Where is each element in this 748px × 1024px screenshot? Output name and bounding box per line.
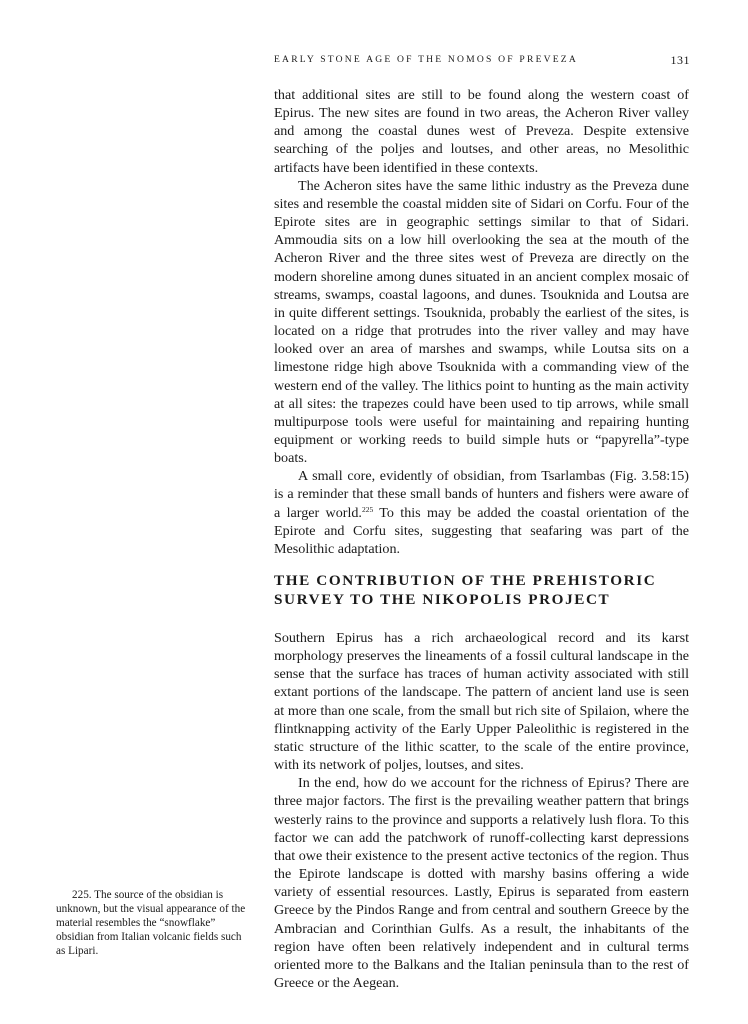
paragraph: In the end, how do we account for the richness of Epirus? There are three major factors. The first is the prevailing weather pattern that brings westerly rains to the province and supports a relatively lush flora. To this factor we can add the patchwork of runoff-collecting karst depressions that owe their existence to the present active tectonics of the region. Thus the Epirote landscape is dotted with marshy basins offering a wide variety of essential resources. Lastly, Epirus is separated from eastern Greece by the Pindos Range and from central and southern Greece by the Ambracian and Corinthian Gulfs. As a result, the inhabitants of the region have often been relatively independent and in cultural terms oriented more to the Balkans and the Italian peninsula than to the rest of Greece or the Aegean. — [274, 775, 689, 991]
section-heading-line: SURVEY TO THE NIKOPOLIS PROJECT — [274, 590, 611, 608]
paragraph — [274, 177, 689, 468]
section-heading — [274, 572, 694, 609]
footnote — [56, 888, 246, 958]
footnote-reference: 225 — [361, 504, 374, 514]
paragraph: that additional sites are still to be found along the western coast of Epirus. The new sites are found in two areas, the Acheron River valley and among the coastal dunes west of Preveza. Despite extensive searching of the poljes and loutses, and other areas, no Mesolithic artifacts have been identified in these contexts. — [274, 87, 689, 176]
main-text — [274, 86, 689, 558]
paragraph: Southern Epirus has a rich archaeological record and its karst morphology preserves the lineaments of a fossil cultural landscape in the sense that the surface has traces of human activity associated with still extant portions of the landscape. The pattern of ancient land use is seen at more than one scale, from the small but rich site of Spilaion, where the flintknapping activity of the Early Upper Paleolithic is registered in the static structure of the lithic scatter, to the scale of the entire province, with its network of poljes, loutses, and sites. — [274, 630, 689, 774]
footnote-text: 225. The source of the obsidian is unknown, but the visual appearance of the material resembles the “snowflake” obsidian from Italian volcanic fields such as Lipari. — [56, 889, 246, 958]
section-heading-line: THE CONTRIBUTION OF THE PREHISTORIC — [274, 572, 657, 589]
paragraph-text: A small core, evidently of obsidian, from Tsarlambas (Fig. 3.58:15) is a reminder that these small bands of hunters and fishers were aware of a larger world. — [274, 468, 689, 521]
paragraph-text: The Acheron sites have the same lithic industry as the Preveza dune sites and resemble the coastal midden site of Sidari on Corfu. Four of the Epirote sites are in geographic settings similar to that of Sidari. Ammoudia sits on a low hill overlooking the sea at the mouth of the Acheron River and the three sites west of Preveza are directly on the modern shoreline among dunes situated in an ancient complex mosaic of streams, swamps, coastal lagoons, and dunes. Tsouknida and Loutsa are in quite different settings. Tsouknida, probably the earliest of the sites, is located on a ridge that protrudes into the river valley and may have looked over an area of marshes and swamps, while Loutsa sits on a limestone ridge high above Tsouknida with a commanding view of the western end of the valley. The lithics point to hunting as the main activity at all sites: the trapezes could have been used to tip arrows, while small multipurpose tools were useful for maintaining and repairing hunting equipment or working reeds to build simple huts or “papyrella”-type boats. — [274, 177, 689, 467]
running-head-title: EARLY STONE AGE OF THE NOMOS OF PREVEZA — [274, 54, 579, 65]
section-text — [274, 629, 689, 992]
running-head — [274, 53, 690, 67]
paragraph — [274, 467, 689, 558]
paragraph-text: To this may be added the coastal orientation of the Epirote and Corfu sites, suggesting that seafaring was part of the Mesolithic adaptation. — [274, 504, 689, 557]
page-number: 131 — [670, 53, 690, 67]
